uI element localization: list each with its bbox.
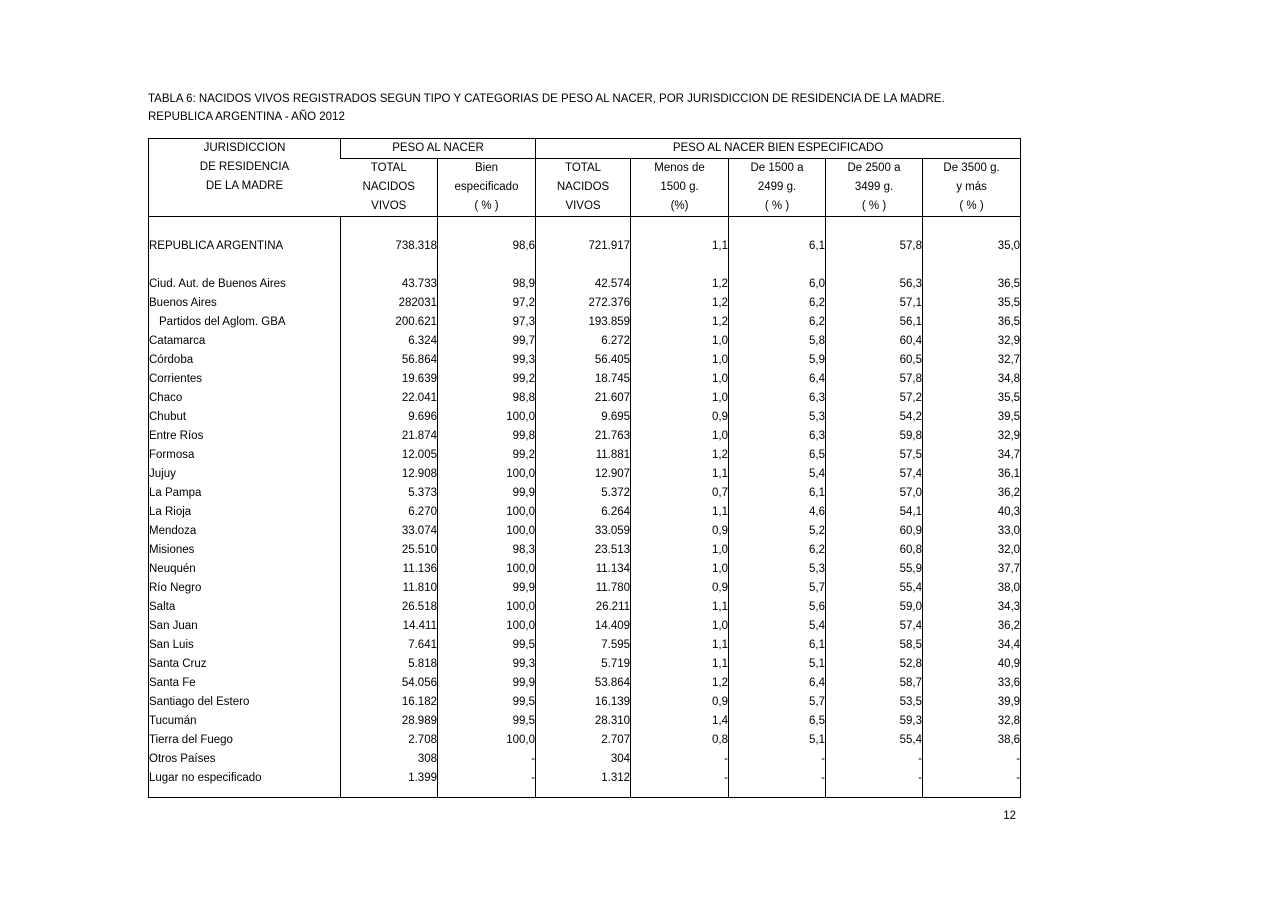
- value-cell: 32,7: [923, 351, 1021, 370]
- value-cell: [438, 788, 536, 798]
- value-cell: 21.763: [536, 427, 631, 446]
- value-cell: 39,5: [923, 408, 1021, 427]
- value-cell: 6,3: [729, 389, 826, 408]
- table-row: [149, 446, 1021, 465]
- value-cell: 56,1: [826, 313, 923, 332]
- jurisdiction-cell: Santa Fe: [149, 676, 196, 689]
- value-cell: 99,5: [438, 693, 536, 712]
- value-cell: 32,0: [923, 541, 1021, 560]
- value-cell: 1,2: [631, 446, 729, 465]
- header-col-5: De 2500 a 3499 g. ( % ): [826, 159, 923, 217]
- table-row: [149, 750, 1021, 769]
- value-cell: 1.312: [536, 769, 631, 788]
- value-cell: 1,1: [631, 655, 729, 674]
- value-cell: 12.005: [341, 446, 438, 465]
- value-cell: 98,8: [438, 389, 536, 408]
- value-cell: 11.881: [536, 446, 631, 465]
- value-cell: 7.595: [536, 636, 631, 655]
- table-row: [149, 465, 1021, 484]
- header-group-peso-bien-especificado: PESO AL NACER BIEN ESPECIFICADO: [536, 139, 1021, 159]
- table-title-line1: TABLA 6: NACIDOS VIVOS REGISTRADOS SEGUN TIPO Y CATEGORIAS DE PESO AL NACER, POR JURISDICCION DE RESIDENCIA DE LA MADRE.: [148, 93, 945, 105]
- jurisdiction-cell: Santiago del Estero: [149, 695, 250, 708]
- document-page: [148, 90, 1020, 822]
- value-cell: 200.621: [341, 313, 438, 332]
- value-cell: 28.310: [536, 712, 631, 731]
- jurisdiction-cell: [149, 217, 341, 237]
- value-cell: 0,9: [631, 408, 729, 427]
- value-cell: 99,5: [438, 636, 536, 655]
- value-cell: 53,5: [826, 693, 923, 712]
- value-cell: 56.405: [536, 351, 631, 370]
- value-cell: 14.411: [341, 617, 438, 636]
- value-cell: 60,4: [826, 332, 923, 351]
- spacer-row: [149, 256, 1021, 275]
- value-cell: 26.518: [341, 598, 438, 617]
- table-row: [149, 655, 1021, 674]
- value-cell: 57,8: [826, 370, 923, 389]
- value-cell: 6,1: [729, 636, 826, 655]
- table-row: [149, 332, 1021, 351]
- value-cell: 57,0: [826, 484, 923, 503]
- value-cell: 11.780: [536, 579, 631, 598]
- value-cell: 54.056: [341, 674, 438, 693]
- value-cell: 9.695: [536, 408, 631, 427]
- table-row: [149, 408, 1021, 427]
- value-cell: 99,8: [438, 427, 536, 446]
- value-cell: 1,1: [631, 503, 729, 522]
- value-cell: 36,2: [923, 484, 1021, 503]
- spacer-row: [149, 788, 1021, 798]
- value-cell: 36,2: [923, 617, 1021, 636]
- jurisdiction-cell: Corrientes: [149, 372, 203, 385]
- table-row: [149, 389, 1021, 408]
- value-cell: 37,7: [923, 560, 1021, 579]
- value-cell: -: [923, 769, 1021, 788]
- value-cell: 193.859: [536, 313, 631, 332]
- value-cell: 5,9: [729, 351, 826, 370]
- value-cell: [536, 256, 631, 275]
- value-cell: -: [923, 750, 1021, 769]
- header-jurisdiction: [149, 139, 341, 217]
- value-cell: 54,2: [826, 408, 923, 427]
- value-cell: 57,4: [826, 465, 923, 484]
- value-cell: [729, 217, 826, 237]
- value-cell: [923, 788, 1021, 798]
- spacer-row: [149, 217, 1021, 237]
- header-jurisdiction-line2: DE RESIDENCIA: [199, 161, 290, 173]
- value-cell: 55,4: [826, 731, 923, 750]
- value-cell: 5,7: [729, 693, 826, 712]
- value-cell: 35,0: [923, 237, 1021, 256]
- total-row: [149, 237, 1021, 256]
- value-cell: 1.399: [341, 769, 438, 788]
- value-cell: 33.074: [341, 522, 438, 541]
- header-col-3: Menos de 1500 g. (%): [631, 159, 729, 217]
- value-cell: 57,5: [826, 446, 923, 465]
- header-group-row: [149, 139, 1021, 159]
- value-cell: 721.917: [536, 237, 631, 256]
- page-number: 12: [1003, 810, 1016, 822]
- value-cell: 35,5: [923, 294, 1021, 313]
- value-cell: 43.733: [341, 275, 438, 294]
- jurisdiction-cell: [149, 788, 341, 798]
- value-cell: 282031: [341, 294, 438, 313]
- value-cell: 60,5: [826, 351, 923, 370]
- table-row: [149, 541, 1021, 560]
- value-cell: 1,2: [631, 313, 729, 332]
- header-group-peso-al-nacer: PESO AL NACER: [341, 139, 536, 159]
- jurisdiction-cell: Mendoza: [149, 524, 197, 537]
- value-cell: 6,3: [729, 427, 826, 446]
- jurisdiction-cell: Jujuy: [149, 467, 176, 480]
- value-cell: 0,8: [631, 731, 729, 750]
- value-cell: 19.639: [341, 370, 438, 389]
- value-cell: [923, 256, 1021, 275]
- jurisdiction-cell: La Pampa: [149, 486, 202, 499]
- value-cell: 35,5: [923, 389, 1021, 408]
- header-col-4: De 1500 a 2499 g. ( % ): [729, 159, 826, 217]
- value-cell: 99,7: [438, 332, 536, 351]
- value-cell: -: [438, 769, 536, 788]
- value-cell: 36,1: [923, 465, 1021, 484]
- value-cell: 100,0: [438, 560, 536, 579]
- value-cell: 100,0: [438, 598, 536, 617]
- value-cell: 6,1: [729, 484, 826, 503]
- value-cell: 308: [341, 750, 438, 769]
- value-cell: 6,4: [729, 674, 826, 693]
- value-cell: 33,6: [923, 674, 1021, 693]
- value-cell: 304: [536, 750, 631, 769]
- value-cell: 99,3: [438, 351, 536, 370]
- value-cell: 1,0: [631, 332, 729, 351]
- value-cell: 5,1: [729, 731, 826, 750]
- table-body: [149, 217, 1021, 798]
- value-cell: 738.318: [341, 237, 438, 256]
- value-cell: 1,0: [631, 389, 729, 408]
- jurisdiction-cell: Lugar no especificado: [149, 771, 262, 784]
- value-cell: 1,0: [631, 617, 729, 636]
- value-cell: 53.864: [536, 674, 631, 693]
- value-cell: 38,0: [923, 579, 1021, 598]
- value-cell: 6,2: [729, 313, 826, 332]
- value-cell: 6,5: [729, 446, 826, 465]
- table-row: [149, 636, 1021, 655]
- value-cell: 16.139: [536, 693, 631, 712]
- value-cell: 59,8: [826, 427, 923, 446]
- value-cell: [341, 788, 438, 798]
- value-cell: [729, 788, 826, 798]
- value-cell: 6.324: [341, 332, 438, 351]
- value-cell: 34,4: [923, 636, 1021, 655]
- table-row: [149, 617, 1021, 636]
- value-cell: [729, 256, 826, 275]
- value-cell: [438, 217, 536, 237]
- jurisdiction-cell: Córdoba: [149, 353, 194, 366]
- value-cell: 32,8: [923, 712, 1021, 731]
- value-cell: [341, 217, 438, 237]
- jurisdiction-cell: Chaco: [149, 391, 183, 404]
- value-cell: 21.874: [341, 427, 438, 446]
- value-cell: 55,4: [826, 579, 923, 598]
- value-cell: 2.707: [536, 731, 631, 750]
- value-cell: 1,2: [631, 275, 729, 294]
- value-cell: 100,0: [438, 522, 536, 541]
- value-cell: [438, 256, 536, 275]
- value-cell: 57,2: [826, 389, 923, 408]
- value-cell: 5,2: [729, 522, 826, 541]
- value-cell: 12.908: [341, 465, 438, 484]
- jurisdiction-cell: Salta: [149, 600, 176, 613]
- value-cell: 7.641: [341, 636, 438, 655]
- value-cell: 97,2: [438, 294, 536, 313]
- value-cell: 99,5: [438, 712, 536, 731]
- value-cell: 272.376: [536, 294, 631, 313]
- value-cell: 0,9: [631, 693, 729, 712]
- value-cell: 98,9: [438, 275, 536, 294]
- jurisdiction-cell: Ciud. Aut. de Buenos Aires: [149, 277, 286, 290]
- jurisdiction-cell: Otros Países: [149, 752, 216, 765]
- value-cell: [923, 217, 1021, 237]
- value-cell: 11.810: [341, 579, 438, 598]
- value-cell: 0,9: [631, 522, 729, 541]
- value-cell: 25.510: [341, 541, 438, 560]
- value-cell: 6,5: [729, 712, 826, 731]
- value-cell: -: [631, 750, 729, 769]
- value-cell: 18.745: [536, 370, 631, 389]
- header-col-1: Bien especificado ( % ): [438, 159, 536, 217]
- value-cell: 1,0: [631, 560, 729, 579]
- value-cell: 100,0: [438, 731, 536, 750]
- table-row: [149, 427, 1021, 446]
- table-row: [149, 275, 1021, 294]
- value-cell: 5,7: [729, 579, 826, 598]
- value-cell: 22.041: [341, 389, 438, 408]
- jurisdiction-cell: Neuquén: [149, 562, 196, 575]
- value-cell: 6.270: [341, 503, 438, 522]
- jurisdiction-cell: Chubut: [149, 410, 187, 423]
- table-row: [149, 313, 1021, 332]
- table-row: [149, 503, 1021, 522]
- table-row: [149, 522, 1021, 541]
- table-row: [149, 484, 1021, 503]
- value-cell: 5,3: [729, 408, 826, 427]
- value-cell: [631, 256, 729, 275]
- value-cell: 9.696: [341, 408, 438, 427]
- value-cell: 59,0: [826, 598, 923, 617]
- value-cell: 5,4: [729, 465, 826, 484]
- jurisdiction-cell: Río Negro: [149, 581, 202, 594]
- table-row: [149, 712, 1021, 731]
- value-cell: 5,4: [729, 617, 826, 636]
- value-cell: 42.574: [536, 275, 631, 294]
- value-cell: 6.272: [536, 332, 631, 351]
- value-cell: 32,9: [923, 332, 1021, 351]
- value-cell: 0,9: [631, 579, 729, 598]
- jurisdiction-cell: San Juan: [149, 619, 198, 632]
- value-cell: 1,1: [631, 636, 729, 655]
- table-row: [149, 370, 1021, 389]
- table-row: [149, 731, 1021, 750]
- value-cell: 99,9: [438, 579, 536, 598]
- jurisdiction-cell: Catamarca: [149, 334, 206, 347]
- jurisdiction-cell: Entre Ríos: [149, 429, 204, 442]
- value-cell: 60,8: [826, 541, 923, 560]
- value-cell: 99,2: [438, 370, 536, 389]
- value-cell: 58,7: [826, 674, 923, 693]
- jurisdiction-cell: Santa Cruz: [149, 657, 207, 670]
- table-row: [149, 769, 1021, 788]
- value-cell: 21.607: [536, 389, 631, 408]
- jurisdiction-cell: San Luis: [149, 638, 194, 651]
- value-cell: 99,3: [438, 655, 536, 674]
- value-cell: 14.409: [536, 617, 631, 636]
- value-cell: 60,9: [826, 522, 923, 541]
- value-cell: 28.989: [341, 712, 438, 731]
- value-cell: 5.372: [536, 484, 631, 503]
- value-cell: 36,5: [923, 313, 1021, 332]
- value-cell: 1,2: [631, 674, 729, 693]
- value-cell: 99,9: [438, 674, 536, 693]
- value-cell: 4,6: [729, 503, 826, 522]
- value-cell: 55,9: [826, 560, 923, 579]
- value-cell: 23.513: [536, 541, 631, 560]
- table-row: [149, 693, 1021, 712]
- value-cell: 26.211: [536, 598, 631, 617]
- value-cell: 57,8: [826, 237, 923, 256]
- value-cell: -: [729, 750, 826, 769]
- jurisdiction-cell: Formosa: [149, 448, 195, 461]
- value-cell: 2.708: [341, 731, 438, 750]
- header-jurisdiction-line3: DE LA MADRE: [205, 180, 284, 192]
- value-cell: 5,8: [729, 332, 826, 351]
- value-cell: 32,9: [923, 427, 1021, 446]
- header-col-6: De 3500 g. y más ( % ): [923, 159, 1021, 217]
- value-cell: 38,6: [923, 731, 1021, 750]
- births-by-weight-table: [148, 138, 1021, 798]
- value-cell: -: [729, 769, 826, 788]
- value-cell: 16.182: [341, 693, 438, 712]
- value-cell: [826, 256, 923, 275]
- value-cell: 5,3: [729, 560, 826, 579]
- value-cell: 57,1: [826, 294, 923, 313]
- value-cell: 54,1: [826, 503, 923, 522]
- value-cell: 57,4: [826, 617, 923, 636]
- jurisdiction-cell: La Rioja: [149, 505, 192, 518]
- value-cell: 97,3: [438, 313, 536, 332]
- value-cell: 11.136: [341, 560, 438, 579]
- value-cell: -: [826, 769, 923, 788]
- value-cell: 5.818: [341, 655, 438, 674]
- value-cell: [826, 788, 923, 798]
- table-row: [149, 598, 1021, 617]
- value-cell: 1,0: [631, 541, 729, 560]
- value-cell: 34,8: [923, 370, 1021, 389]
- value-cell: 34,7: [923, 446, 1021, 465]
- value-cell: 99,2: [438, 446, 536, 465]
- table-row: [149, 294, 1021, 313]
- value-cell: 100,0: [438, 408, 536, 427]
- jurisdiction-cell: [149, 256, 341, 275]
- table-title-line2: REPUBLICA ARGENTINA - AÑO 2012: [148, 111, 345, 123]
- value-cell: 6,4: [729, 370, 826, 389]
- jurisdiction-cell: REPUBLICA ARGENTINA: [149, 239, 284, 252]
- table-row: [149, 579, 1021, 598]
- value-cell: 1,0: [631, 370, 729, 389]
- value-cell: [536, 788, 631, 798]
- value-cell: [341, 256, 438, 275]
- value-cell: 6,1: [729, 237, 826, 256]
- value-cell: 39,9: [923, 693, 1021, 712]
- value-cell: [536, 217, 631, 237]
- table-row: [149, 674, 1021, 693]
- value-cell: 11.134: [536, 560, 631, 579]
- header-jurisdiction-line1: JURISDICCION: [203, 142, 286, 154]
- value-cell: [826, 217, 923, 237]
- value-cell: [631, 217, 729, 237]
- jurisdiction-cell: Tucumán: [149, 714, 197, 727]
- value-cell: 1,1: [631, 465, 729, 484]
- table-row: [149, 560, 1021, 579]
- value-cell: -: [826, 750, 923, 769]
- value-cell: -: [438, 750, 536, 769]
- value-cell: 12.907: [536, 465, 631, 484]
- value-cell: 58,5: [826, 636, 923, 655]
- value-cell: [631, 788, 729, 798]
- value-cell: 6.264: [536, 503, 631, 522]
- value-cell: 34,3: [923, 598, 1021, 617]
- value-cell: 33.059: [536, 522, 631, 541]
- value-cell: 36,5: [923, 275, 1021, 294]
- value-cell: 52,8: [826, 655, 923, 674]
- value-cell: 6,2: [729, 541, 826, 560]
- value-cell: 1,2: [631, 294, 729, 313]
- jurisdiction-cell: Buenos Aires: [149, 296, 217, 309]
- value-cell: 59,3: [826, 712, 923, 731]
- value-cell: 100,0: [438, 465, 536, 484]
- value-cell: 6,2: [729, 294, 826, 313]
- value-cell: 56.864: [341, 351, 438, 370]
- value-cell: 1,1: [631, 598, 729, 617]
- value-cell: 98,3: [438, 541, 536, 560]
- table-row: [149, 351, 1021, 370]
- value-cell: 1,0: [631, 427, 729, 446]
- value-cell: 56,3: [826, 275, 923, 294]
- jurisdiction-cell: Tierra del Fuego: [149, 733, 233, 746]
- value-cell: 40,3: [923, 503, 1021, 522]
- header-col-2: TOTAL NACIDOS VIVOS: [536, 159, 631, 217]
- header-col-0: TOTAL NACIDOS VIVOS: [341, 159, 438, 217]
- value-cell: 98,6: [438, 237, 536, 256]
- value-cell: 99,9: [438, 484, 536, 503]
- value-cell: 5.719: [536, 655, 631, 674]
- value-cell: 1,1: [631, 237, 729, 256]
- value-cell: 33,0: [923, 522, 1021, 541]
- value-cell: 5,1: [729, 655, 826, 674]
- value-cell: 1,0: [631, 351, 729, 370]
- value-cell: 5,6: [729, 598, 826, 617]
- value-cell: 5.373: [341, 484, 438, 503]
- value-cell: 100,0: [438, 503, 536, 522]
- value-cell: 6,0: [729, 275, 826, 294]
- jurisdiction-cell: Misiones: [149, 543, 195, 556]
- value-cell: -: [631, 769, 729, 788]
- value-cell: 100,0: [438, 617, 536, 636]
- value-cell: 1,4: [631, 712, 729, 731]
- jurisdiction-cell: Partidos del Aglom. GBA: [159, 315, 286, 328]
- value-cell: 0,7: [631, 484, 729, 503]
- value-cell: 40,9: [923, 655, 1021, 674]
